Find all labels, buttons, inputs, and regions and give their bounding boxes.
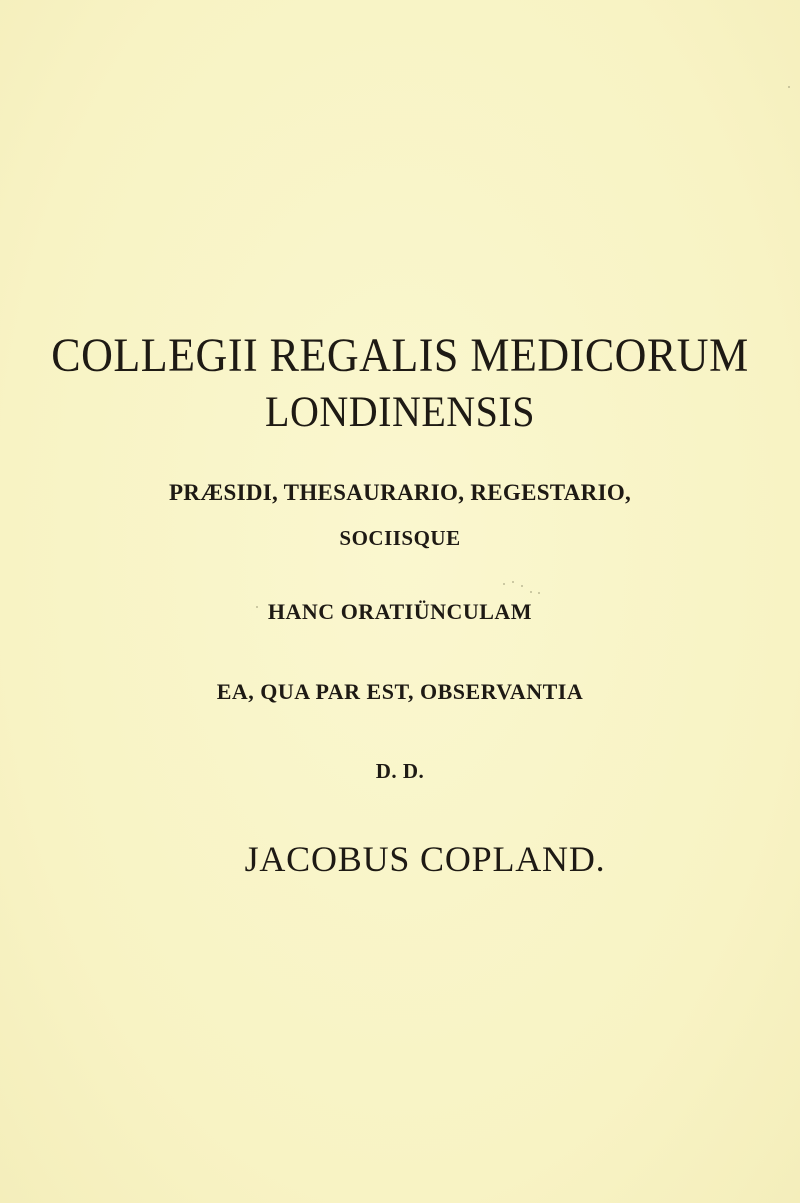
dedication-line-5: D. D. [375,759,425,783]
dedication-line-2: SOCIISQUE [339,526,461,550]
dedication-line-4: EA, QUA PAR EST, OBSERVANTIA [216,679,584,704]
paper-speck [503,583,505,585]
title-line-1: COLLEGII REGALIS MEDICORUM [51,329,749,382]
paper-speck [512,581,514,583]
title-line-2: LONDINENSIS [265,387,535,436]
dedication-line-3: HANC ORATIÜNCULAM [267,599,533,624]
paper-speck [256,606,258,608]
paper-speck [530,591,532,593]
dedication-line-1: PRÆSIDI, THESAURARIO, REGESTARIO, [168,480,632,505]
paper-speck [521,585,523,587]
author-signature: JACOBUS COPLAND. [244,839,606,879]
paper-speck [538,592,540,594]
paper-speck [788,86,790,88]
